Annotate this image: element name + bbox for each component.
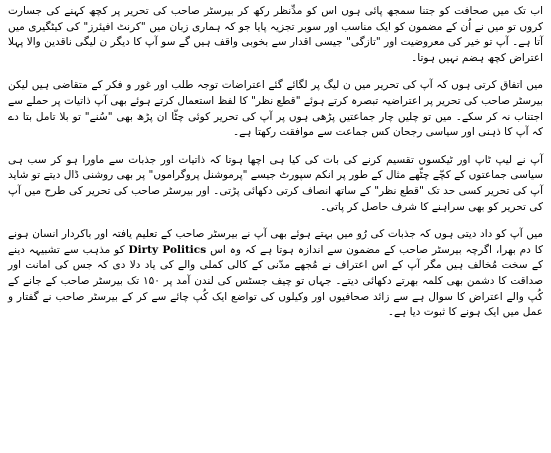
paragraph-1: اب تک میں صحافت کو جتنا سمجھ پائی ہوں اس کو مدِّنظر رکھ کر بیرسٹر صاحب کی تحریر پر کچھ کہنے کی جسارت کروں تو میں نے اُن کے مضمون کو ایک مناسب اور سوبر تجزیہ پایا جو کہ ہماری زبان میں "کرنٹ افیئرز" کی کیٹگیری میں آتا ہے۔ آپ تو خیر کی معروضیت اور "تازگی" جیسی اقدار سے بخوبی واقف ہیں گے سو آپ کا دیگر ن لیگی ناقدین والا پہلا اعتراض کچھ ہضم نہیں ہوتا۔ bbox=[8, 5, 543, 64]
paragraph-4-part-2: کو مذہب سے تشبیہہ دینے کے سخت مُخالف ہیں مگر آپ کے اس اعتراف نے مُجھے مدّنی کے کالی کملی والے کی یاد دلا دی کہ جس کی امانت اور صداقت کا دشمن بھی کلمہ بھرتے دکھائی دیتے۔ جہاں تو چیف جسٹس کی لندن آمد پر ۱۵۰ تک بیرسٹر صاحب کے جانے کے کُپ والے اعتراض کا سوال ہے سے زائد صحافیوں اور وکیلوں کی تواضع ایک کُپ چائے سے کر کے بیرسٹر صاحب نے گفتار و عمل میں ایک ہونے کا ثبوت دیا ہے۔ bbox=[8, 243, 543, 319]
english-term: Dirty Politics bbox=[128, 243, 207, 256]
paragraph-4 bbox=[8, 227, 543, 321]
paragraph-3: آپ نے لیپ ٹاپ اور ٹیکسوں تقسیم کرنے کی بات کی کیا ہی اچھا ہوتا کہ ذاتیات اور جذبات سے ماورا ہو کر سب ہی سیاسی جماعتوں کے کچّے چٹّھے مثال کے طور پر انکم سپورٹ جیسے "پرموشنل پروگراموں" پر بھی روشنی ڈال دیتے تو شاید آپ کی تحریر کسی حد تک "قطع نظر" کے ساتھ انصاف کرتی دکھائی پڑتی۔ اور بیرسٹر صاحب کی تحریر کی طرح میں آپ کی تحریر کو بھی سراہنے کا شرف حاصل کر پاتی۔ bbox=[8, 153, 543, 213]
paragraph-2: میں اتفاق کرتی ہوں کہ آپ کی تحریر میں ن لیگ پر لگائے گئے اعتراضات توجہ طلب اور غور و فکر کے متقاضی ہیں لیکن بیرسٹر صاحب کی تحریر پر اعتراضیہ تبصرہ کرتے ہوئے "قطع نظر" کا لفظ استعمال کرتے ہوئے بھی آپ ذاتیات پر حملے سے اجتناب نہ کر سکے۔ میں تو چلیں چار جماعتیں پڑھی ہوں پر آپ کی تحریر کوئی چٹّا ان پڑھ بھی "سُنے" تو بلا تامل بتا دے کہ آپ کا ذہنی اور سیاسی رجحان کس جماعت سے موافقت رکھتا ہے۔ bbox=[8, 79, 543, 139]
paragraph-4-part-1: میں آپ کو داد دیتی ہوں کہ جذبات کی رُو میں بہتے ہوئے بھی آپ نے بیرسٹر صاحب کے تعلیم یافتہ اور باکردار انسان ہونے کا دم بھرا، اگرچہ بیرسٹر صاحب کے مضمون سے اندازہ ہوتا ہے کہ وہ اس bbox=[8, 228, 543, 256]
